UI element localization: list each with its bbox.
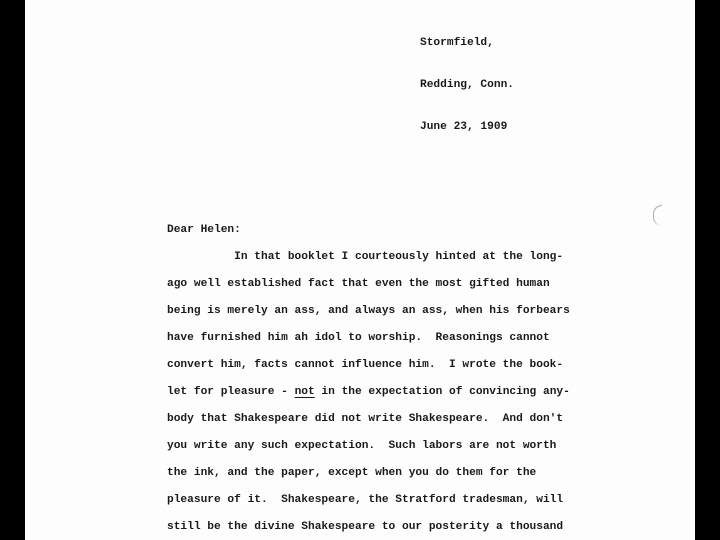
letter-page: [25, 0, 695, 540]
body-line: still be the divine Shakespeare to our posterity a thousand: [167, 521, 564, 533]
salutation: Dear Helen:: [167, 224, 241, 236]
scan-mark: [653, 205, 662, 226]
text: let for pleasure -: [167, 386, 295, 398]
body-line: you write any such expectation. Such labors are not worth: [167, 440, 557, 452]
heading-place: Stormfield,: [420, 37, 494, 49]
body-line: pleasure of it. Shakespeare, the Stratford tradesman, will: [167, 494, 564, 506]
body-line: ago well established fact that even the most gifted human: [167, 278, 550, 290]
body-line: In that booklet I courteously hinted at the long-: [167, 251, 564, 263]
heading-date: June 23, 1909: [420, 121, 508, 133]
body-line: convert him, facts cannot influence him. I wrote the book-: [167, 359, 564, 371]
body-line: body that Shakespeare did not write Shakespeare. And don't: [167, 413, 564, 425]
heading-town: Redding, Conn.: [420, 79, 514, 91]
body-line: have furnished him ah idol to worship. Reasonings cannot: [167, 332, 550, 344]
body-line: the ink, and the paper, except when you do them for the: [167, 467, 537, 479]
letter-heading: [420, 8, 514, 162]
text: in the expectation of convincing any-: [314, 386, 570, 398]
body-line: [167, 386, 570, 398]
underlined-word: not: [294, 386, 315, 398]
body-line: being is merely an ass, and always an ass, when his forbears: [167, 305, 570, 317]
